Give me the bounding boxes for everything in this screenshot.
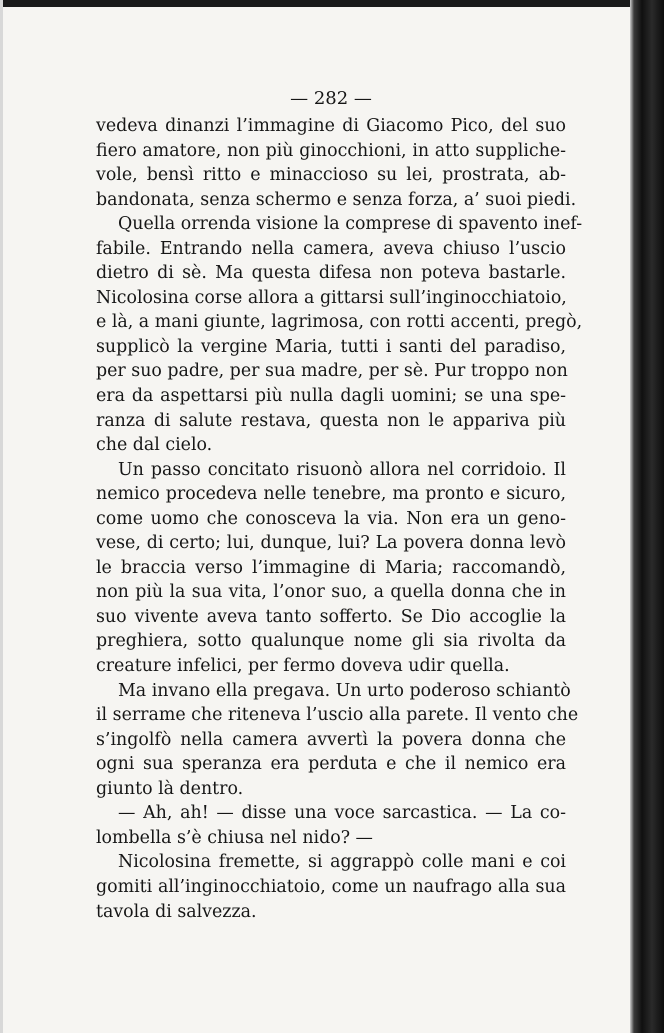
text-line: per suo padre, per sua madre, per sè. Pur troppo non xyxy=(96,361,568,382)
text-line: non più la sua vita, l’onor suo, a quella donna che in xyxy=(96,582,566,603)
text-line: come uomo che conosceva la via. Non era un geno- xyxy=(96,508,566,529)
text-line: Un passo concitato risuonò allora nel corridoio. Il xyxy=(118,459,566,480)
text-line: le braccia verso l’immagine di Maria; raccomandò, xyxy=(96,557,566,578)
text-line: preghiera, sotto qualunque nome gli sia rivolta da xyxy=(96,631,566,652)
scan-top-border xyxy=(0,0,640,7)
text-line: vole, bensì ritto e minaccioso su lei, prostrata, ab- xyxy=(96,165,566,186)
text-line: lombella s’è chiusa nel nido? — xyxy=(96,827,373,848)
book-page xyxy=(96,84,583,924)
scan-right-border xyxy=(630,0,664,1033)
text-line: fabile. Entrando nella camera, aveva chiuso l’uscio xyxy=(96,238,566,259)
text-line: s’ingolfò nella camera avvertì la povera donna che xyxy=(96,729,566,750)
text-line: che dal cielo. xyxy=(96,435,213,456)
text-line: Nicolosina corse allora a gittarsi sull’inginocchiatoio, xyxy=(96,287,567,308)
text-line: dietro di sè. Ma questa difesa non poteva bastarle. xyxy=(96,263,566,284)
text-line: gomiti all’inginocchiatoio, come un naufrago alla sua xyxy=(96,876,566,897)
text-line: era da aspettarsi più nulla dagli uomini; se una spe- xyxy=(96,386,566,407)
text-line: ranza di salute restava, questa non le appariva più xyxy=(96,410,566,431)
text-line: fiero amatore, non più ginocchioni, in atto suppliche- xyxy=(96,140,566,161)
text-line: il serrame che riteneva l’uscio alla parete. Il vento che xyxy=(96,705,579,726)
text-line: suo vivente aveva tanto sofferto. Se Dio accoglie la xyxy=(96,606,566,627)
text-line: giunto là dentro. xyxy=(96,778,244,799)
text-line: creature infelici, per fermo doveva udir quella. xyxy=(96,656,510,677)
text-line: vedeva dinanzi l’immagine di Giacomo Pico, del suo xyxy=(96,116,566,136)
text-line: Nicolosina fremette, si aggrappò colle mani e coi xyxy=(118,852,566,873)
scan-left-edge xyxy=(0,0,3,1033)
text-line: vese, di certo; lui, dunque, lui? La povera donna levò xyxy=(96,533,566,554)
text-line: — Ah, ah! — disse una voce sarcastica. — La co- xyxy=(118,803,566,824)
text-line: bandonata, senza schermo e senza forza, a’ suoi piedi. xyxy=(96,189,577,210)
text-line: supplicò la vergine Maria, tutti i santi del paradiso, xyxy=(96,336,566,357)
body-text xyxy=(96,114,583,924)
text-line: Ma invano ella pregava. Un urto poderoso schiantò xyxy=(118,680,571,701)
text-line: ogni sua speranza era perduta e che il nemico era xyxy=(96,754,566,775)
text-line: tavola di salvezza. xyxy=(96,901,257,922)
text-line: Quella orrenda visione la comprese di spavento inef- xyxy=(118,214,583,235)
text-line: e là, a mani giunte, lagrimosa, con rotti accenti, pregò, xyxy=(96,312,583,333)
page-number: — 282 — xyxy=(290,88,372,109)
text-line: nemico procedeva nelle tenebre, ma pronto e sicuro, xyxy=(96,484,566,505)
